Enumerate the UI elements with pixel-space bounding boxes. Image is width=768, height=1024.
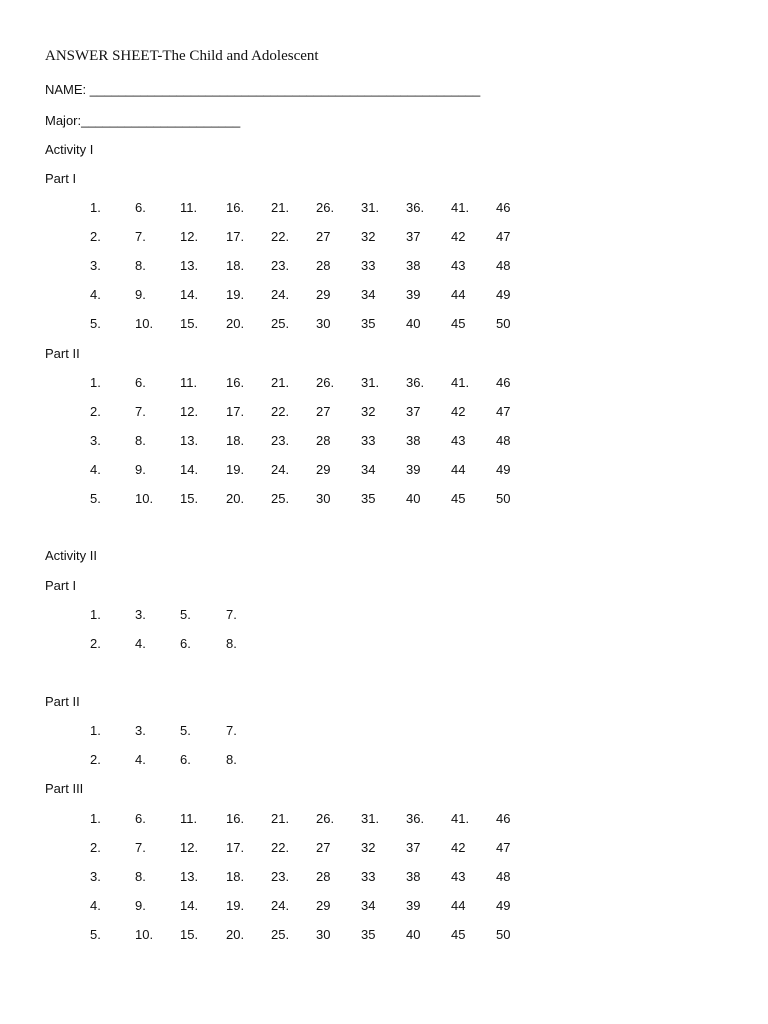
answer-number: 8. [135, 869, 146, 884]
answer-number: 25. [271, 316, 290, 331]
answer-number: 42 [451, 840, 466, 855]
answer-number: 30 [316, 927, 331, 942]
answer-number: 20. [226, 491, 245, 506]
answer-number: 23. [271, 433, 290, 448]
answer-number: 6. [180, 752, 191, 767]
answer-number: 25. [271, 927, 290, 942]
answer-number: 1. [90, 607, 101, 622]
answer-number: 15. [180, 316, 199, 331]
answer-number: 9. [135, 462, 146, 477]
answer-number: 3. [135, 723, 146, 738]
answer-number: 41. [451, 200, 470, 215]
answer-number: 39 [406, 287, 421, 302]
answer-number: 12. [180, 404, 199, 419]
answer-number: 19. [226, 462, 245, 477]
answer-number: 31. [361, 811, 380, 826]
answer-number: 35 [361, 316, 376, 331]
answer-number: 44 [451, 462, 466, 477]
activity-1-part-2-heading: Part II [45, 346, 80, 361]
answer-number: 16. [226, 375, 245, 390]
answer-number: 34 [361, 462, 376, 477]
answer-number: 46 [496, 811, 511, 826]
answer-number: 37 [406, 404, 421, 419]
answer-number: 30 [316, 491, 331, 506]
answer-number: 8. [135, 433, 146, 448]
answer-number: 9. [135, 898, 146, 913]
answer-number: 45 [451, 316, 466, 331]
answer-number: 4. [90, 462, 101, 477]
answer-number: 50 [496, 491, 511, 506]
answer-number: 23. [271, 258, 290, 273]
answer-number: 50 [496, 927, 511, 942]
answer-number: 6. [135, 811, 146, 826]
answer-number: 47 [496, 840, 511, 855]
answer-number: 12. [180, 229, 199, 244]
answer-number: 41. [451, 375, 470, 390]
answer-number: 10. [135, 316, 154, 331]
answer-number: 3. [90, 433, 101, 448]
answer-number: 38 [406, 258, 421, 273]
answer-number: 4. [135, 636, 146, 651]
answer-number: 32 [361, 840, 376, 855]
answer-number: 19. [226, 898, 245, 913]
answer-number: 48 [496, 258, 511, 273]
answer-number: 37 [406, 840, 421, 855]
answer-number: 32 [361, 229, 376, 244]
answer-number: 43 [451, 869, 466, 884]
answer-number: 47 [496, 229, 511, 244]
answer-number: 1. [90, 723, 101, 738]
answer-number: 31. [361, 375, 380, 390]
answer-number: 27 [316, 229, 331, 244]
answer-number: 4. [90, 898, 101, 913]
answer-number: 8. [226, 752, 237, 767]
answer-number: 6. [180, 636, 191, 651]
answer-number: 3. [135, 607, 146, 622]
answer-number: 33 [361, 869, 376, 884]
answer-number: 11. [180, 375, 198, 390]
answer-number: 42 [451, 229, 466, 244]
answer-number: 22. [271, 229, 290, 244]
activity-2-part-3-heading: Part III [45, 781, 84, 796]
answer-number: 48 [496, 869, 511, 884]
answer-number: 44 [451, 898, 466, 913]
answer-number: 44 [451, 287, 466, 302]
answer-number: 39 [406, 462, 421, 477]
answer-number: 24. [271, 898, 290, 913]
answer-number: 41. [451, 811, 470, 826]
answer-number: 24. [271, 287, 290, 302]
answer-number: 49 [496, 898, 511, 913]
answer-number: 30 [316, 316, 331, 331]
name-field-line[interactable]: NAME: ______________________________________________________ [45, 82, 481, 97]
activity-2-heading: Activity II [45, 548, 98, 563]
answer-number: 8. [135, 258, 146, 273]
answer-number: 46 [496, 200, 511, 215]
answer-number: 15. [180, 927, 199, 942]
answer-number: 35 [361, 491, 376, 506]
answer-number: 1. [90, 375, 101, 390]
answer-number: 26. [316, 375, 335, 390]
answer-number: 10. [135, 491, 154, 506]
answer-number: 7. [135, 229, 146, 244]
answer-number: 17. [226, 229, 245, 244]
answer-number: 28 [316, 869, 331, 884]
answer-number: 16. [226, 200, 245, 215]
answer-number: 7. [226, 607, 237, 622]
answer-number: 21. [271, 375, 290, 390]
answer-number: 2. [90, 229, 101, 244]
answer-number: 1. [90, 811, 101, 826]
answer-number: 5. [90, 491, 101, 506]
answer-number: 32 [361, 404, 376, 419]
answer-number: 38 [406, 869, 421, 884]
answer-number: 34 [361, 287, 376, 302]
answer-number: 48 [496, 433, 511, 448]
answer-number: 40 [406, 316, 421, 331]
answer-number: 3. [90, 869, 101, 884]
answer-number: 18. [226, 869, 245, 884]
answer-number: 5. [180, 607, 191, 622]
answer-number: 19. [226, 287, 245, 302]
activity-1-part-1-heading: Part I [45, 171, 77, 186]
answer-number: 49 [496, 462, 511, 477]
answer-number: 28 [316, 258, 331, 273]
answer-number: 15. [180, 491, 199, 506]
answer-number: 33 [361, 258, 376, 273]
answer-number: 12. [180, 840, 199, 855]
answer-number: 27 [316, 840, 331, 855]
answer-number: 43 [451, 433, 466, 448]
answer-number: 49 [496, 287, 511, 302]
answer-number: 4. [135, 752, 146, 767]
answer-number: 36. [406, 200, 425, 215]
answer-number: 1. [90, 200, 101, 215]
answer-number: 33 [361, 433, 376, 448]
activity-1-heading: Activity I [45, 142, 94, 157]
answer-number: 20. [226, 927, 245, 942]
answer-number: 17. [226, 404, 245, 419]
answer-number: 7. [135, 404, 146, 419]
answer-number: 22. [271, 840, 290, 855]
answer-number: 43 [451, 258, 466, 273]
answer-number: 42 [451, 404, 466, 419]
answer-number: 46 [496, 375, 511, 390]
answer-number: 38 [406, 433, 421, 448]
major-field-line[interactable]: Major:______________________ [45, 113, 241, 128]
answer-number: 24. [271, 462, 290, 477]
answer-number: 23. [271, 869, 290, 884]
answer-number: 27 [316, 404, 331, 419]
page-title: ANSWER SHEET-The Child and Adolescent [45, 48, 319, 64]
answer-number: 2. [90, 636, 101, 651]
answer-number: 2. [90, 404, 101, 419]
activity-2-part-1-heading: Part I [45, 578, 77, 593]
answer-number: 29 [316, 287, 331, 302]
answer-number: 29 [316, 462, 331, 477]
answer-number: 11. [180, 200, 198, 215]
answer-number: 26. [316, 811, 335, 826]
answer-number: 8. [226, 636, 237, 651]
answer-number: 45 [451, 491, 466, 506]
answer-number: 9. [135, 287, 146, 302]
answer-number: 18. [226, 433, 245, 448]
answer-number: 40 [406, 927, 421, 942]
answer-number: 47 [496, 404, 511, 419]
answer-number: 16. [226, 811, 245, 826]
answer-number: 34 [361, 898, 376, 913]
answer-number: 10. [135, 927, 154, 942]
answer-number: 45 [451, 927, 466, 942]
answer-number: 7. [135, 840, 146, 855]
answer-number: 13. [180, 433, 199, 448]
answer-number: 21. [271, 200, 290, 215]
answer-number: 39 [406, 898, 421, 913]
answer-number: 6. [135, 375, 146, 390]
answer-number: 14. [180, 898, 199, 913]
answer-number: 26. [316, 200, 335, 215]
answer-number: 6. [135, 200, 146, 215]
answer-number: 4. [90, 287, 101, 302]
answer-number: 50 [496, 316, 511, 331]
answer-number: 2. [90, 752, 101, 767]
answer-number: 25. [271, 491, 290, 506]
answer-number: 40 [406, 491, 421, 506]
answer-number: 2. [90, 840, 101, 855]
answer-number: 21. [271, 811, 290, 826]
answer-number: 36. [406, 811, 425, 826]
answer-number: 5. [90, 316, 101, 331]
activity-2-part-2-heading: Part II [45, 694, 80, 709]
answer-number: 37 [406, 229, 421, 244]
answer-number: 31. [361, 200, 380, 215]
answer-number: 14. [180, 462, 199, 477]
answer-number: 36. [406, 375, 425, 390]
answer-number: 3. [90, 258, 101, 273]
answer-number: 20. [226, 316, 245, 331]
answer-number: 11. [180, 811, 198, 826]
answer-number: 14. [180, 287, 199, 302]
answer-number: 22. [271, 404, 290, 419]
answer-number: 13. [180, 869, 199, 884]
answer-number: 17. [226, 840, 245, 855]
answer-number: 5. [180, 723, 191, 738]
answer-number: 28 [316, 433, 331, 448]
answer-number: 5. [90, 927, 101, 942]
answer-number: 18. [226, 258, 245, 273]
answer-number: 35 [361, 927, 376, 942]
answer-number: 7. [226, 723, 237, 738]
answer-number: 13. [180, 258, 199, 273]
answer-number: 29 [316, 898, 331, 913]
